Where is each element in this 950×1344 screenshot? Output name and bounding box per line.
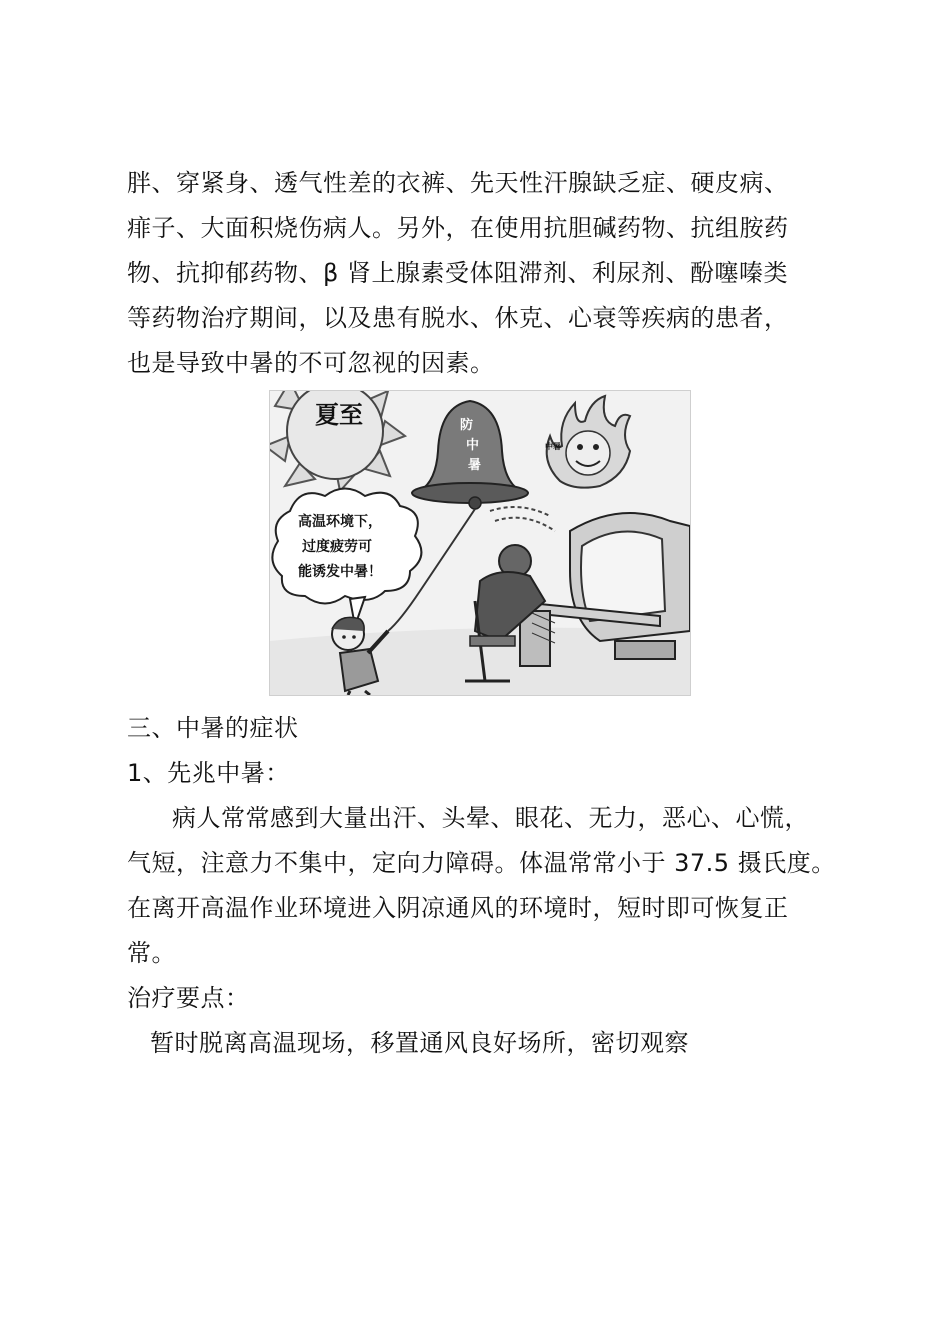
treatment-heading: 治疗要点： — [127, 984, 250, 1012]
treatment-text: 暂时脱离高温现场，移置通风良好场所，密切观察 — [150, 1029, 689, 1057]
sun-label: 夏至 — [315, 401, 363, 429]
paragraph1-line-4: 等药物治疗期间，以及患有脱水、休克、心衰等疾病的患者， — [127, 304, 789, 332]
fire-label: 中暑 — [545, 442, 561, 451]
bell-label-1: 防 — [460, 418, 474, 433]
section-heading: 三、中暑的症状 — [127, 714, 299, 742]
speech-bubble-line-1: 高温环境下， — [298, 514, 382, 530]
bell-label-2: 中 — [466, 438, 480, 453]
paragraph2-line-1: 病人常常感到大量出汗、头晕、眼花、无力，恶心、心慌， — [172, 804, 809, 832]
speech-bubble-line-3: 能诱发中暑！ — [298, 564, 382, 580]
paragraph1-line-3: 物、抗抑郁药物、β 肾上腺素受体阻滞剂、利尿剂、酚噻嗪类 — [127, 259, 788, 287]
paragraph1-line-1: 胖、穿紧身、透气性差的衣裤、先天性汗腺缺乏症、硬皮病、 — [127, 169, 789, 197]
bell-label-3: 暑 — [468, 458, 482, 473]
speech-bubble-line-2: 过度疲劳可 — [302, 539, 372, 555]
subsection-heading: 1、先兆中暑： — [127, 759, 290, 787]
paragraph1-line-5: 也是导致中暑的不可忽视的因素。 — [127, 349, 495, 377]
paragraph1-line-2: 痱子、大面积烧伤病人。另外，在使用抗胆碱药物、抗组胺药 — [127, 214, 789, 242]
paragraph2-line-4: 常。 — [127, 939, 176, 967]
heatstroke-illustration — [269, 390, 691, 696]
paragraph2-line-3: 在离开高温作业环境进入阴凉通风的环境时，短时即可恢复正 — [127, 894, 789, 922]
paragraph2-line-2: 气短，注意力不集中，定向力障碍。体温常常小于 37.5 摄氏度。 — [127, 849, 836, 877]
illustration-svg — [270, 391, 690, 695]
